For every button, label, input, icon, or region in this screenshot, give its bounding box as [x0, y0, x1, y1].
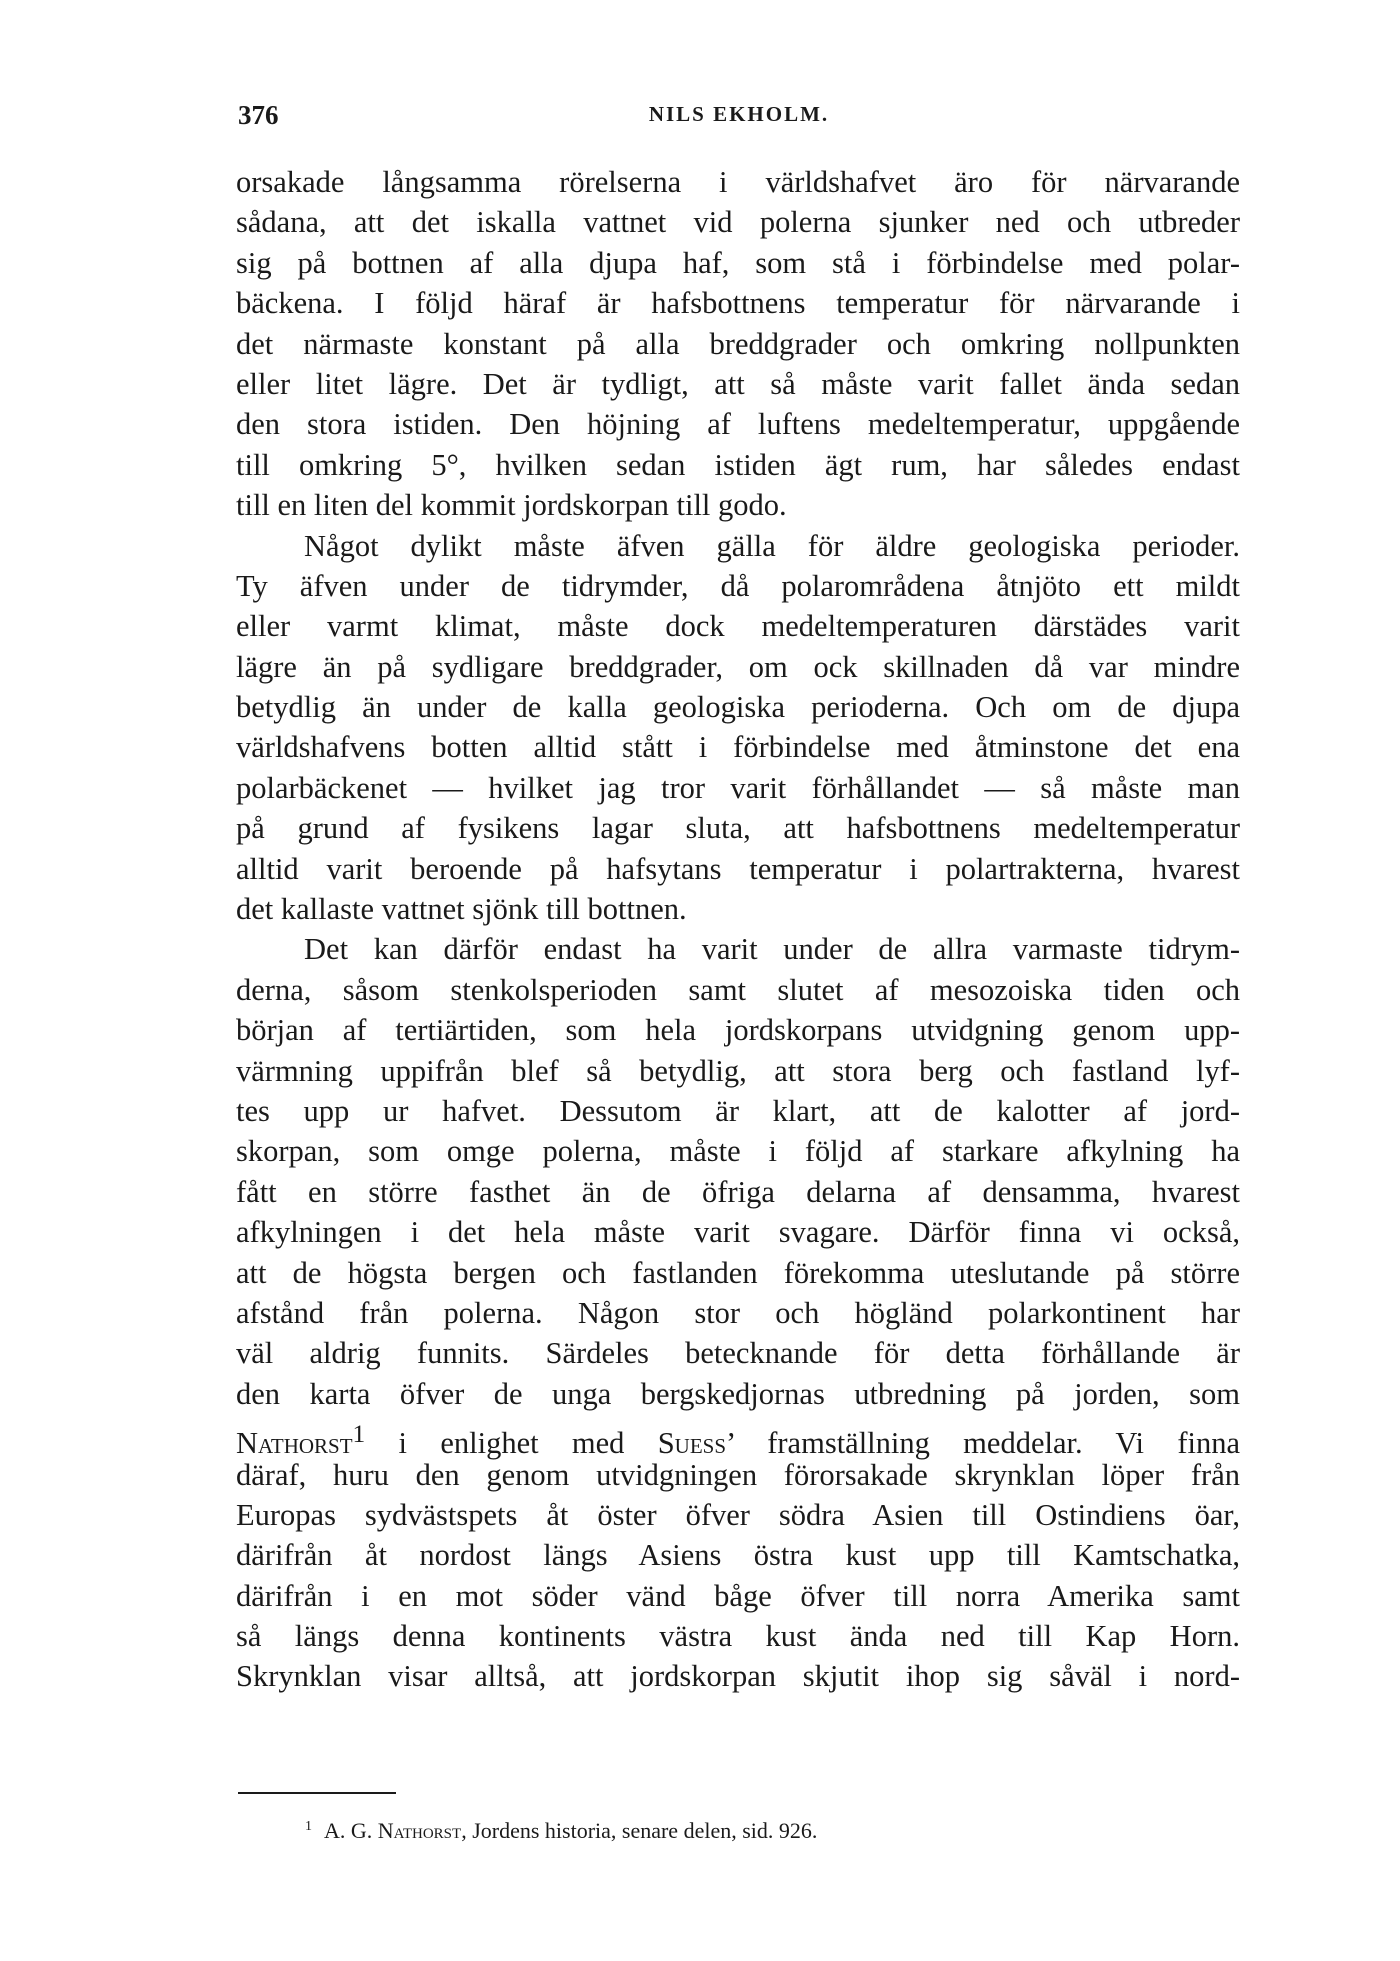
text-line: sådana, att det iskalla vattnet vid polerna sjunker ned och utbreder — [236, 205, 1240, 240]
text-line: fått en större fasthet än de öfriga delarna af densamma, hvarest — [236, 1174, 1240, 1209]
text-fragment: i enlighet med — [365, 1426, 658, 1461]
paragraph-1 — [236, 162, 1240, 526]
paragraph-2 — [236, 526, 1240, 930]
text-line: början af tertiärtiden, som hela jordskorpans utvidgning genom upp- — [236, 1013, 1240, 1048]
text-line: betydlig än under de kalla geologiska perioderna. Och om de djupa — [236, 690, 1240, 725]
text-line: därifrån i en mot söder vänd båge öfver till norra Amerika samt — [236, 1578, 1240, 1613]
text-line: däraf, huru den genom utvidgningen förorsakade skrynklan löper från — [236, 1457, 1240, 1492]
text-line: så längs denna kontinents västra kust ända ned till Kap Horn. — [236, 1619, 1240, 1654]
text-line: till omkring 5°, hvilken sedan istiden ägt rum, har således endast — [236, 447, 1240, 482]
footnote-citation: , Jordens historia, senare delen, sid. 926. — [461, 1818, 818, 1843]
text-line: polarbäckenet — hvilket jag tror varit förhållandet — så måste man — [236, 770, 1240, 805]
footnote-divider — [238, 1792, 396, 1794]
text-line: Europas sydvästspets åt öster öfver södra Asien till Ostindiens öar, — [236, 1497, 1240, 1532]
footnote-reference[interactable]: 1 — [352, 1420, 366, 1449]
footnote-prefix: A. G. — [324, 1818, 378, 1843]
running-head: NILS EKHOLM. — [648, 102, 830, 126]
text-line: det kallaste vattnet sjönk till bottnen. — [236, 892, 687, 927]
text-line: världshafvens botten alltid stått i förbindelse med åtminstone det ena — [236, 730, 1240, 765]
text-line: väl aldrig funnits. Särdeles betecknande för detta förhållande är — [236, 1336, 1240, 1371]
text-line: orsakade långsamma rörelserna i världshafvet äro för närvarande — [236, 165, 1240, 199]
author-name-suess: Suess — [657, 1426, 727, 1461]
text-line: den stora istiden. Den höjning af luftens medeltemperatur, uppgående — [236, 407, 1240, 442]
author-name-nathorst: Nathorst — [236, 1426, 353, 1461]
text-line: afstånd från polerna. Någon stor och högländ polarkontinent har — [236, 1295, 1240, 1330]
text-line: till en liten del kommit jordskorpan till godo. — [236, 488, 787, 523]
text-line: eller varmt klimat, måste dock medeltemperaturen därstädes varit — [236, 609, 1240, 644]
text-line: derna, såsom stenkolsperioden samt slutet af mesozoiska tiden och — [236, 972, 1240, 1007]
text-line: Ty äfven under de tidrymder, då polarområdena åtnjöto ett mildt — [236, 568, 1240, 603]
text-line: eller litet lägre. Det är tydligt, att så måste varit fallet ända sedan — [236, 366, 1240, 401]
body-text — [236, 162, 1240, 1697]
text-line: Något dylikt måste äfven gälla för äldre geologiska perioder. — [304, 528, 1240, 563]
text-line: tes upp ur hafvet. Dessutom är klart, att de kalotter af jord- — [236, 1093, 1240, 1128]
text-line: att de högsta bergen och fastlanden förekomma uteslutande på större — [236, 1255, 1240, 1290]
text-line: alltid varit beroende på hafsytans temperatur i polartrakterna, hvarest — [236, 851, 1240, 886]
text-line: sig på bottnen af alla djupa haf, som stå i förbindelse med polar- — [236, 245, 1240, 280]
text-line: den karta öfver de unga bergskedjornas utbredning på jorden, som — [236, 1376, 1240, 1411]
page-header — [238, 100, 1240, 140]
text-line: afkylningen i det hela måste varit svagare. Därför finna vi också, — [236, 1215, 1240, 1250]
text-line-with-footnote-ref — [236, 1414, 1240, 1461]
text-line: det närmaste konstant på alla breddgrader och omkring nollpunkten — [236, 326, 1240, 361]
text-line: lägre än på sydligare breddgrader, om ock skillnaden då var mindre — [236, 649, 1240, 684]
text-fragment: ’ framställning meddelar. Vi finna — [726, 1426, 1240, 1461]
footnote-author: Nathorst — [377, 1818, 462, 1843]
text-line: därifrån åt nordost längs Asiens östra kust upp till Kamtschatka, — [236, 1538, 1240, 1573]
footnote — [305, 1818, 817, 1844]
text-line: Skrynklan visar alltså, att jordskorpan skjutit ihop sig såväl i nord- — [236, 1659, 1240, 1694]
footnote-mark: 1 — [305, 1818, 312, 1834]
text-line: värmning uppifrån blef så betydlig, att stora berg och fastland lyf- — [236, 1053, 1240, 1088]
page-number: 376 — [238, 100, 279, 130]
text-line: på grund af fysikens lagar sluta, att hafsbottnens medeltemperatur — [236, 811, 1240, 846]
text-line: bäckena. I följd häraf är hafsbottnens temperatur för närvarande i — [236, 286, 1240, 321]
text-line: Det kan därför endast ha varit under de allra varmaste tidrym- — [304, 932, 1240, 967]
text-line: skorpan, som omge polerna, måste i följd af starkare afkylning ha — [236, 1134, 1240, 1169]
paragraph-3 — [236, 929, 1240, 1696]
